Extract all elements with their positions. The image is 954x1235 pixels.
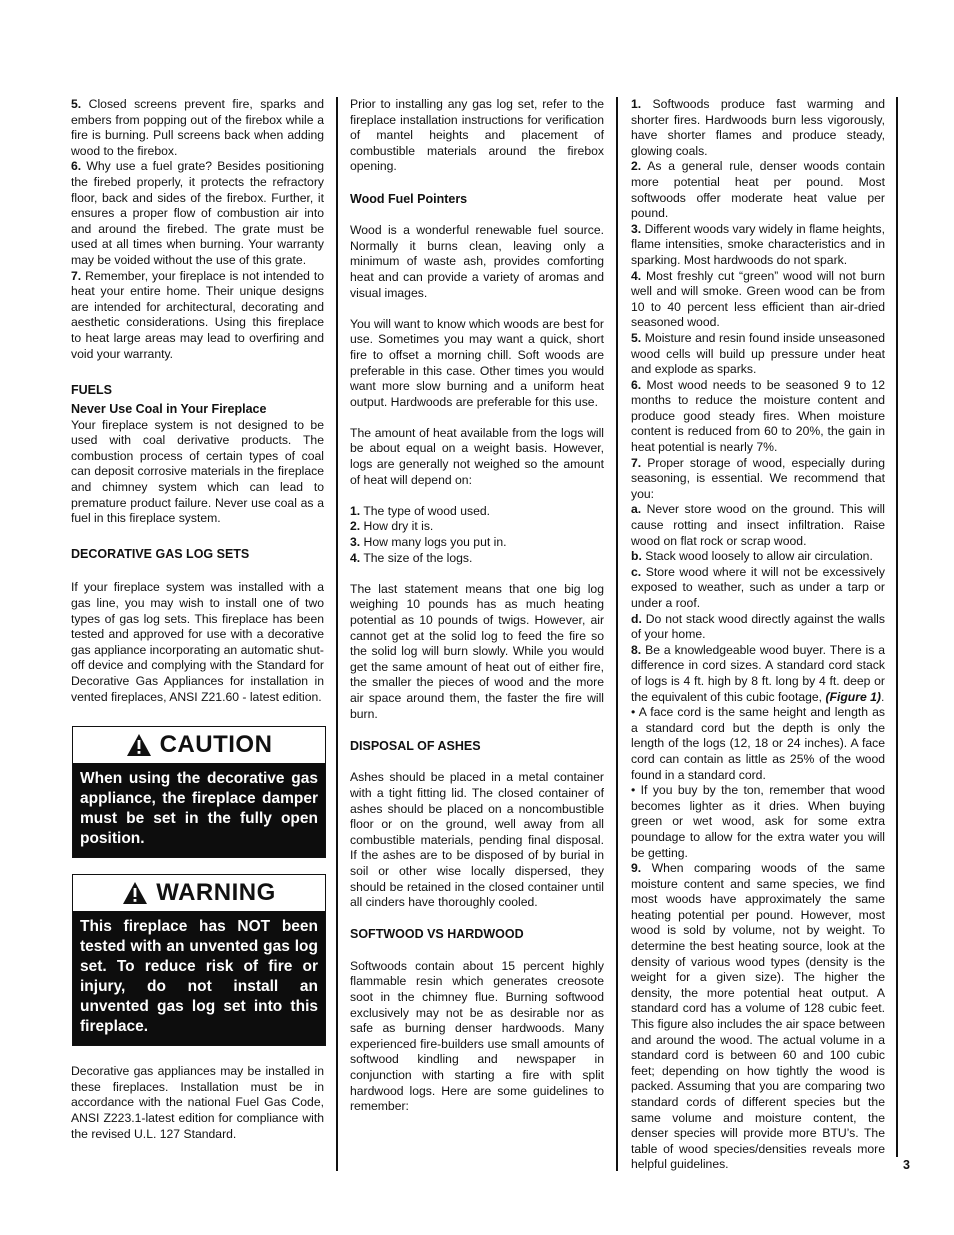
warning-triangle-icon [122,881,148,905]
wood-paragraph-4: The last statement means that one big log weighing 10 pounds has as much heating potential as 10 pounds of twigs. However, air cannot get at the solid log to feed the fire so the solid log will burn slowly. While you would get the same amount of heat out of either fire, the smaller the pieces of wood and the more air space around them, the faster the fire will burn. [350,581,604,721]
paragraph-7: 7. Remember, your fireplace is not intended to heat your entire home. Their unique designs are intended for architectural, decorating and aesthetic considerations. Using this fireplace to heat large areas may lead to overfiring and void your warranty. [71,268,324,361]
caution-box [72,726,326,858]
list-item: 1. The type of wood used. [350,503,491,518]
coal-text: Your fireplace system is not designed to be used with coal derivative products. The combustion process of certain types of coal can deposit corrosive materials in the fireplace and chimney system which can lead to premature product failure. Never use coal as a fuel in this fireplace system. [71,417,324,526]
guideline-7a: a. Never store wood on the ground. This will cause rotting and insect infiltration. Raise wood on flat rock or scrap wood. [631,502,885,548]
list-item: 3. How many logs you put in. [350,535,507,550]
warning-title: WARNING [156,879,276,907]
fuels-heading: FUELS [71,382,112,397]
warning-box [72,874,326,1046]
column-2 [350,97,604,1115]
column-divider [336,97,338,1171]
wood-paragraph-2: You will want to know which woods are best for use. Sometimes you may want a quick, short fire to offset a morning chill. Soft woods are preferable in this case. Other times you would want more slow burning and a uniform heat output. Hardwoods are preferable for this use. [350,316,604,409]
warning-header [73,875,325,911]
wood-paragraph-3: The amount of heat available from the logs will be about equal on a weight basis. However, logs are generally not weighed so the amount of heat will depend on: [350,425,604,487]
list-item: 2. How dry it is. [350,519,434,534]
ashes-heading: DISPOSAL OF ASHES [350,738,481,753]
warning-triangle-icon [126,733,152,757]
caution-text: When using the decorative gas appliance, the fireplace damper must be set in the fully open position. [73,763,325,857]
column-3 [631,97,885,1173]
wood-pointers-heading: Wood Fuel Pointers [350,191,468,206]
column-1 [71,97,324,1142]
guideline-7b: b. Stack wood loosely to allow air circulation. [631,549,873,564]
gas-log-text: If your fireplace system was installed with a gas line, you may wish to install one of two types of gas log sets. This fireplace has been tested and approved for use with a decorative gas appliance incorporating an automatic shut-off device and complying with the Standard for Decorative Gas Appliances for installation in vented fireplaces, ANSI Z21.60 - latest edition. [71,580,324,704]
ton-bullet: • If you buy by the ton, remember that wood becomes lighter as it dries. When buying green or wet wood, ask for some extra poundage to allow for the extra water you will be getting. [631,783,885,860]
paragraph-6: 6. Why use a fuel grate? Besides positioning the firebed properly, it protects the refractory floor, back and sides of the firebox. Further, it ensures a proper flow of combustion air into and around the firebed. The grate must be used at all times when burning. Your warranty may be voided without the use of this grate. [71,159,324,267]
face-cord-bullet: • A face cord is the same height and length as a standard cord but the depth is only the length of the logs (12, 18 or 24 inches). A face cord can contain as little as 25% of the wood found in a standard cord. [631,705,885,782]
guideline-7d: d. Do not stack wood directly against the walls of your home. [631,611,885,642]
gas-log-heading: DECORATIVE GAS LOG SETS [71,547,250,562]
guideline-1: 1. Softwoods produce fast warming and shorter fires. Hardwoods burn less vigorously, have shorter flames and produce steady, glowing coals. [631,97,885,158]
guideline-4: 4. Most freshly cut “green” wood will not burn well and will smoke. Green wood can be from 10 to 40 percent less efficient than air-dried seasoned wood. [631,268,885,330]
softwood-text: Softwoods contain about 15 percent highly flammable resin which generates creosote soot in the chimney flue. Burning softwood exclusively may not be as desirable nor as safe as burning denser hardwoods. Many experienced fire-builders use small amounts of softwood kindling and newspaper in conjunction with starting a fire with split hardwood logs. Here are some guidelines to remember: [350,958,604,1114]
closing-text: Decorative gas appliances may be installed in these fireplaces. Installation must be in accordance with the national Fuel Gas Code, ANSI Z223.1-latest edition for compliance with the revised U.L. 127 Standard. [71,1064,324,1141]
guideline-5: 5. Moisture and resin found inside unseasoned wood cells will build up pressure under heat and explode as sparks. [631,330,885,377]
heat-factors-list [350,504,604,566]
wood-paragraph-1: Wood is a wonderful renewable fuel source. Normally it burns clean, leaving only a minimum of waste ash, provides comforting heat and can provide a variety of aromas and visual images. [350,223,604,300]
figure-reference: (Figure 1) [825,689,881,704]
list-item: 4. The size of the logs. [350,550,473,565]
guideline-7: 7. Proper storage of wood, especially during seasoning, is essential. We recommend that you: [631,455,885,501]
caution-header [73,727,325,763]
caution-title: CAUTION [159,731,273,759]
guideline-9: 9. When comparing woods of the same moisture content and same species, we find most woods have approximately the same heating potential per pound. However, most wood is sold by volume, not by weight. To determine the best heating source, look at the density of various wood types (density is the weight for a given size). The higher the density, the more potential heat output. A standard cord has a volume of 128 cubic feet. This figure also includes the air space between and around the wood. The actual volume in a standard cord is between 60 and 100 cubic feet; depending on how tightly the wood is packed. Assuming that you are comparing two standard cords of different species but the same volume and moisture content, the denser species will provide more BTU’s. The table of wood species/densities reveals more helpful guidelines. [631,861,885,1172]
page-number: 3 [903,1158,910,1172]
column-divider [616,97,618,1171]
warning-text: This fireplace has NOT been tested with an unvented gas log set. To reduce risk of fire or injury, do not install an unvented gas log set into this fireplace. [73,911,325,1045]
guideline-2: 2. As a general rule, denser woods contain more potential heat per pound. Most softwoods offer moderate heat value per pound. [631,159,885,221]
guideline-7c: c. Store wood where it will not be excessively exposed to weather, such as under a tarp or under a roof. [631,564,885,610]
intro-text: Prior to installing any gas log set, refer to the fireplace installation instructions for verification of mantel heights and placement of combustible materials around the firebox opening. [350,97,604,174]
column-divider [896,97,898,1157]
softwood-heading: SOFTWOOD VS HARDWOOD [350,927,524,942]
guideline-8: 8. Be a knowledgeable wood buyer. There is a difference in cord sizes. A standard cord stack of logs is 4 ft. high by 8 ft. long by 4 ft. deep or the equivalent of this cubic footage, (Figure 1). [631,642,885,704]
coal-heading: Never Use Coal in Your Fireplace [71,401,267,416]
ashes-text: Ashes should be placed in a metal container with a tight fitting lid. The closed container of ashes should be placed on a noncombustible floor or on the ground, well away from all combustible materials, pending final disposal. If the ashes are to be disposed of by burial in soil or other wise locally dispersed, they should be retained in the closed container until all cinders have thoroughly cooled. [350,770,604,910]
paragraph-5: 5. Closed screens prevent fire, sparks and embers from popping out of the firebox while a fire is burning. Pull screens back when adding wood to the firebox. [71,97,324,158]
guideline-3: 3. Different woods vary widely in flame heights, flame intensities, smoke characteristics and in sparking. Most hardwoods do not spark. [631,221,885,267]
guideline-6: 6. Most wood needs to be seasoned 9 to 12 months to reduce the moisture content and produce good steady fires. When moisture content is reduced from 60 to 20%, the gain in heat potential is nearly 7%. [631,377,885,455]
